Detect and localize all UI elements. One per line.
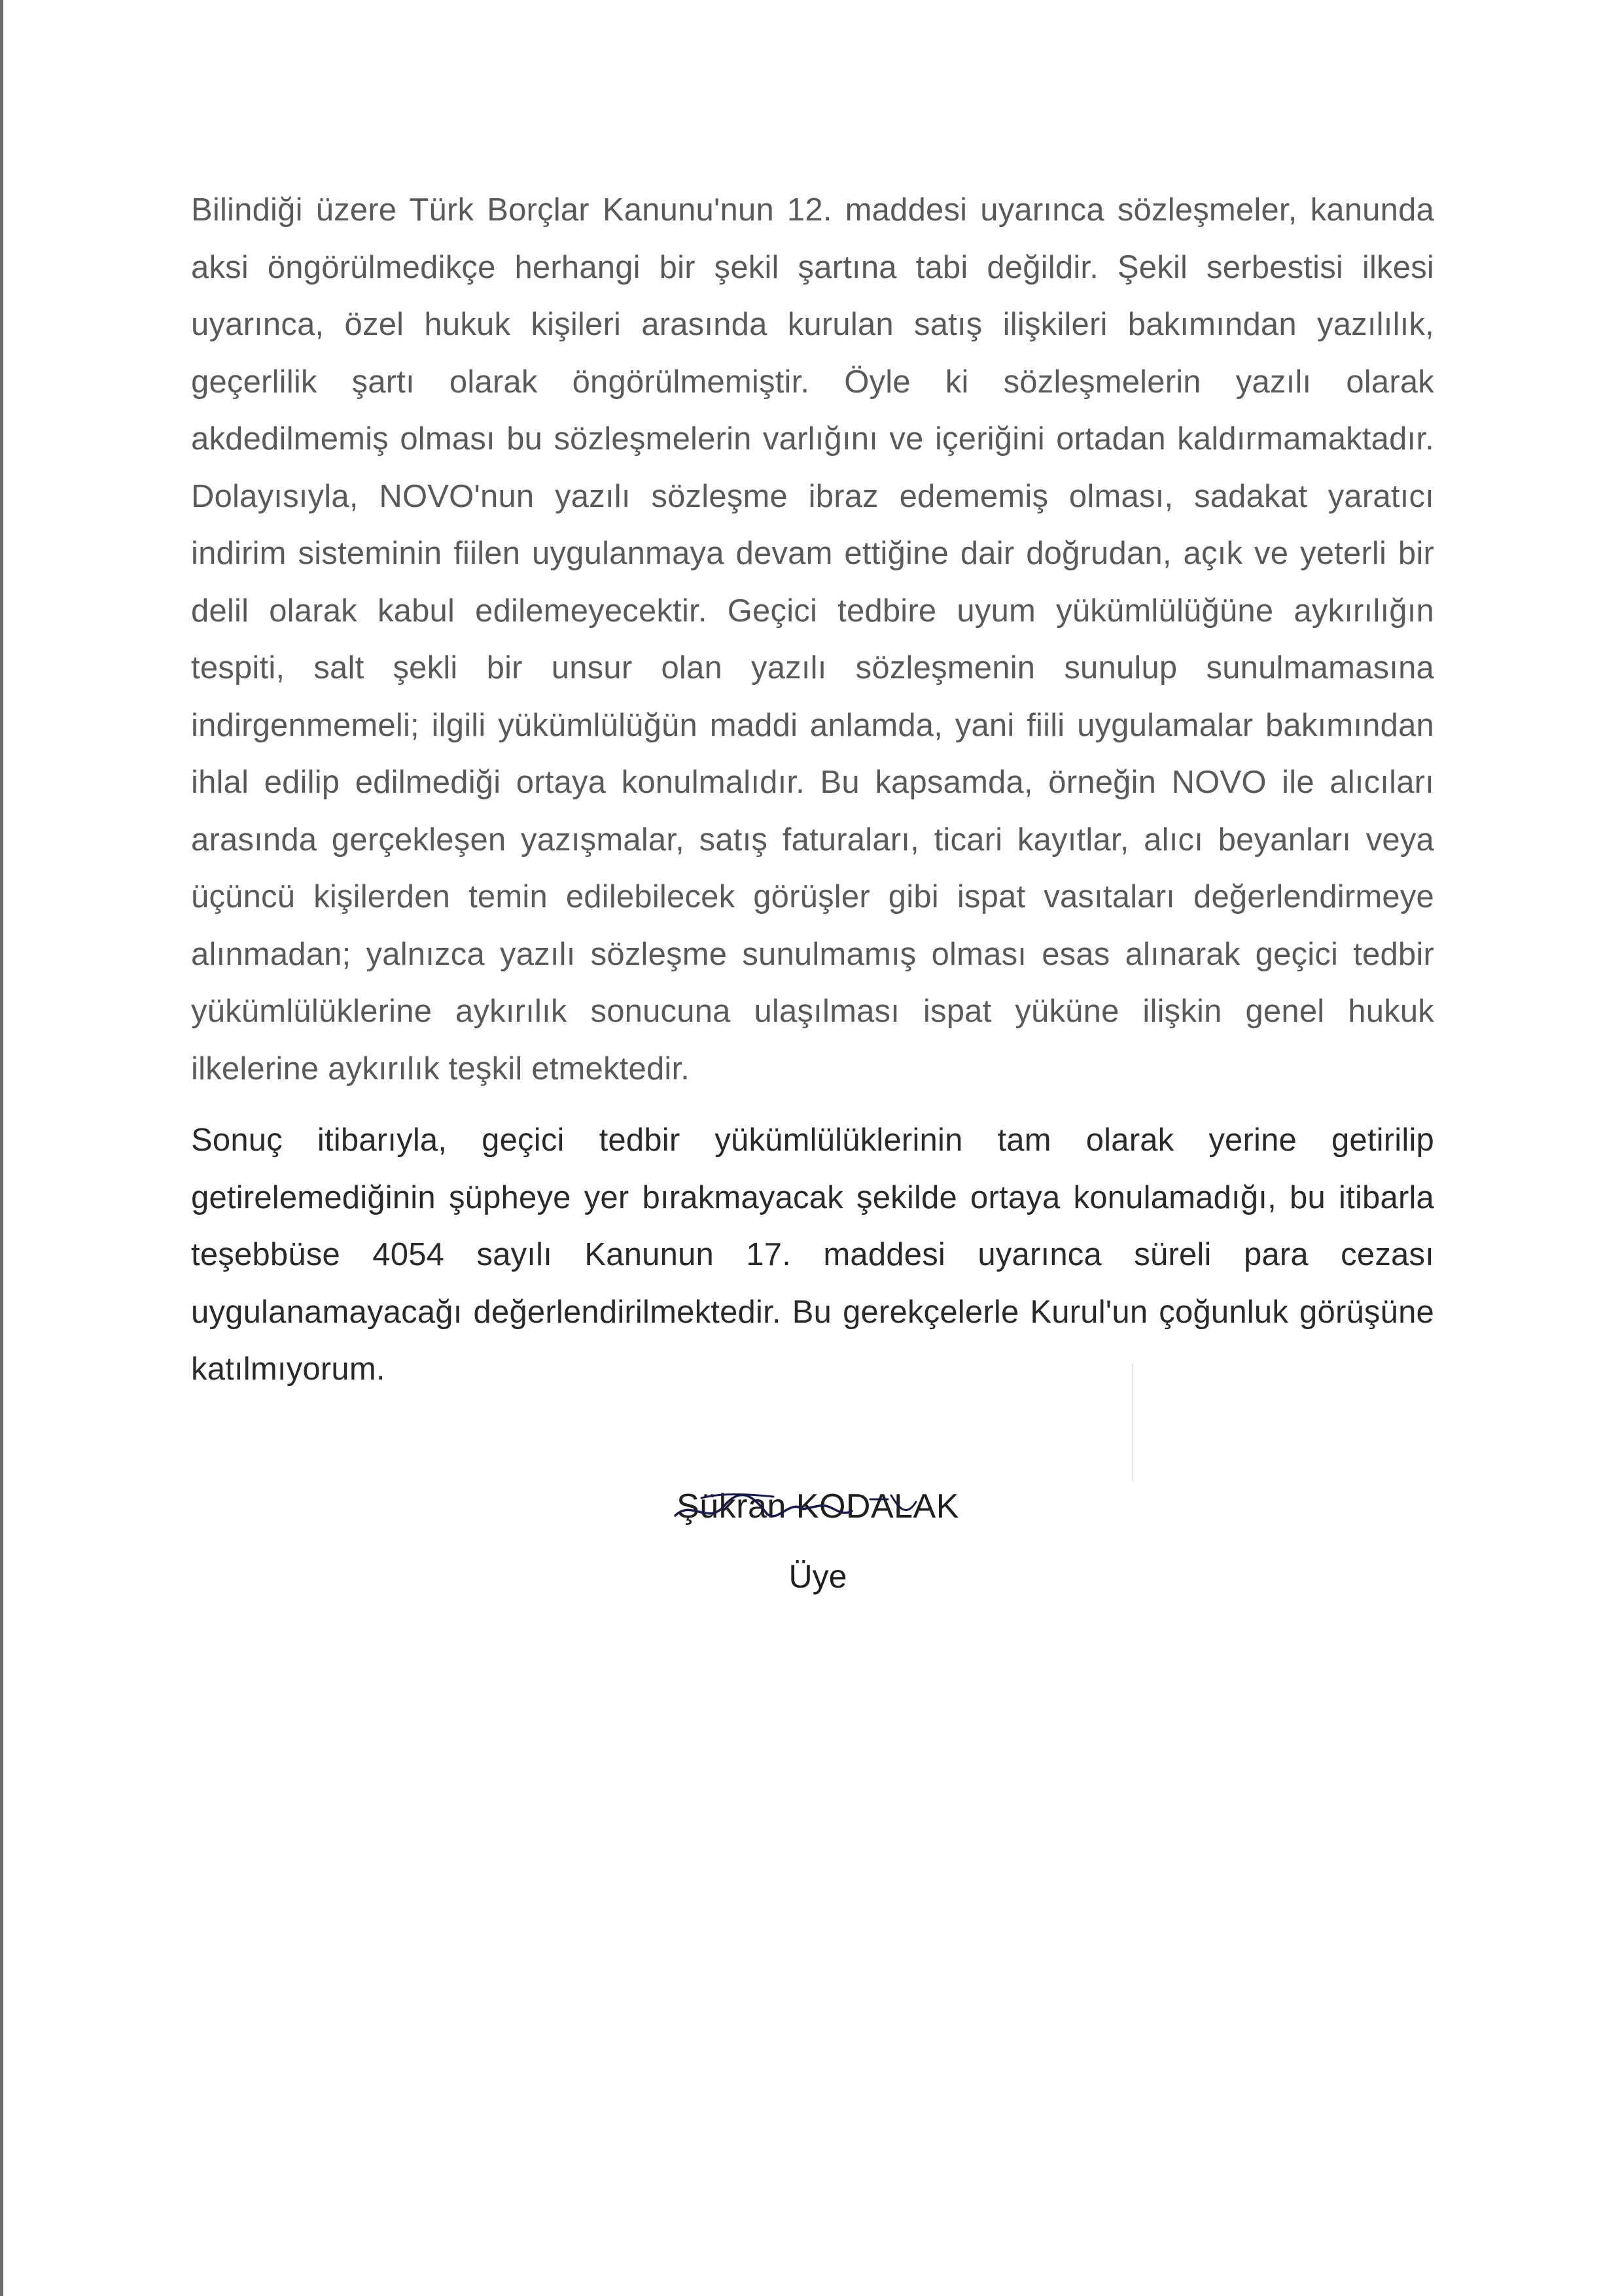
document-body <box>191 182 1434 1399</box>
scan-mark <box>1132 1364 1133 1482</box>
signatory-name-text: Şükran KODALAK <box>677 1487 959 1525</box>
signature-block <box>654 1477 981 1603</box>
scan-edge <box>0 0 3 2296</box>
paragraph-2: Sonuç itibarıyla, geçici tedbir yükümlülüklerinin tam olarak yerine getirilip getirelemediğinin şüpheye yer bırakmayacak şekilde ortaya konulamadığı, bu itibarla teşebbüse 4054 sayılı Kanunun 17. maddesi uyarınca süreli para cezası uygulanamayacağı değerlendirilmektedir. Bu gerekçelerle Kurul'un çoğunluk görüşüne katılmıyorum. <box>191 1122 1434 1387</box>
signatory-title: Üye <box>788 1558 847 1595</box>
paragraph-1: Bilindiği üzere Türk Borçlar Kanunu'nun 12. maddesi uyarınca sözleşmeler, kanunda aksi öngörülmedikçe herhangi bir şekil şartına tabi değildir. Şekil serbestisi ilkesi uyarınca, özel hukuk kişileri arasında kurulan satış ilişkileri bakımından yazılılık, geçerlilik şartı olarak öngörülmemiştir. Öyle ki sözleşmelerin yazılı olarak akdedilmemiş olması bu sözleşmelerin varlığını ve içeriğini ortadan kaldırmamaktadır. Dolayısıyla, NOVO'nun yazılı sözleşme ibraz edememiş olması, sadakat yaratıcı indirim sisteminin fiilen uygulanmaya devam ettiğine dair doğrudan, açık ve yeterli bir delil olarak kabul edilemeyecektir. Geçici tedbire uyum yükümlülüğüne aykırılığın tespiti, salt şekli bir unsur olan yazılı sözleşmenin sunulup sunulmamasına indirgenmemeli; ilgili yükümlülüğün maddi anlamda, yani fiili uygulamalar bakımından ihlal edilip edilmediği ortaya konulmalıdır. Bu kapsamda, örneğin NOVO ile alıcıları arasında gerçekleşen yazışmalar, satış faturaları, ticari kayıtlar, alıcı beyanları veya üçüncü kişilerden temin edilebilecek görüşler gibi ispat vasıtaları değerlendirmeye alınmadan; yalnızca yazılı sözleşme sunulmamış olması esas alınarak geçici tedbir yükümlülüklerine aykırılık sonucuna ulaşılması ispat yüküne ilişkin genel hukuk ilkelerine aykırılık teşkil etmektedir. <box>191 192 1434 1087</box>
signatory-name <box>654 1477 981 1536</box>
